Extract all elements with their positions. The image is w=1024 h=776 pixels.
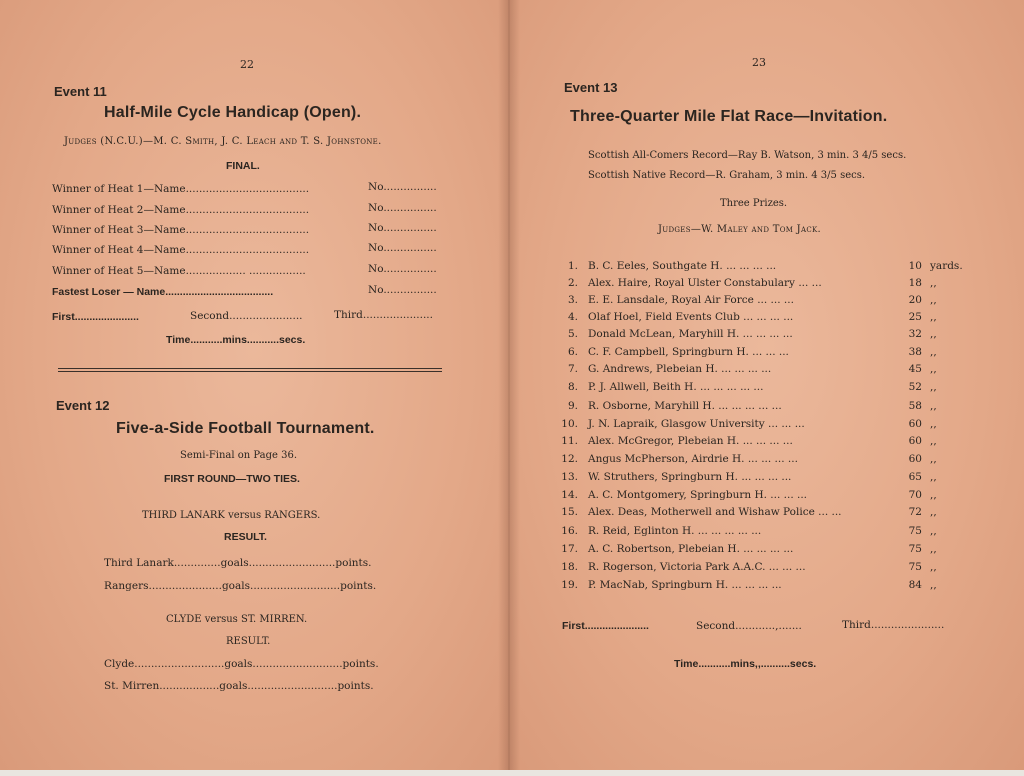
entry-name: Olaf Hoel, Field Events Club ... ... ... ...	[588, 311, 794, 323]
entry-number: 5.	[567, 328, 578, 340]
entry-yards: 72	[908, 506, 922, 518]
entry-yards: 25	[908, 311, 922, 323]
entry-name: Donald McLean, Maryhill H. ... ... ... ...	[588, 328, 793, 340]
entry-yards: 84	[908, 579, 922, 591]
section-divider	[58, 368, 442, 372]
event-label: Event 13	[564, 80, 618, 95]
heat-3-number-line: No................	[368, 222, 437, 234]
judges-line: Judges (N.C.U.)—M. C. Smith, J. C. Leach and T. S. Johnstone.	[64, 136, 382, 147]
heat-2-name-line: Winner of Heat 2—Name.....................................	[52, 204, 310, 216]
entry-yards: 10	[908, 260, 922, 272]
entry-name: P. J. Allwell, Beith H. ... ... ... ... ...	[588, 381, 764, 393]
entry-number: 9.	[567, 400, 578, 412]
time-line: Time...........mins...........secs.	[166, 334, 306, 346]
entry-name: A. C. Montgomery, Springburn H. ... ... ...	[588, 489, 808, 501]
semi-final-note: Semi-Final on Page 36.	[180, 450, 298, 461]
list-item	[560, 277, 960, 293]
entry-yards: 32	[908, 328, 922, 340]
second-place-line: Second............,.......	[696, 620, 802, 632]
entry-number: 17.	[561, 543, 578, 555]
entry-yards: 70	[908, 489, 922, 501]
all-comers-record: Scottish All-Comers Record—Ray B. Watson, 3 min. 3 4/5 secs.	[588, 150, 907, 161]
first-place-line: First......................	[562, 620, 649, 632]
time-line: Time...........mins,,..........secs.	[674, 658, 817, 670]
list-item	[560, 506, 960, 522]
entry-yards: 45	[908, 363, 922, 375]
entry-yards: 65	[908, 471, 922, 483]
entry-yards: 75	[908, 561, 922, 573]
final-heading: FINAL.	[226, 160, 260, 172]
heat-2-number-line: No................	[368, 202, 437, 214]
list-item	[560, 471, 960, 487]
entry-name: C. F. Campbell, Springburn H. ... ... ...	[588, 346, 789, 358]
entry-unit: ,,	[930, 294, 937, 306]
entry-unit: ,,	[930, 346, 937, 358]
entry-unit: ,,	[930, 579, 937, 591]
tie-2-result-heading: RESULT.	[226, 636, 271, 647]
heat-3-name-line: Winner of Heat 3—Name.....................................	[52, 224, 310, 236]
heat-5-name-line: Winner of Heat 5—Name.................. .................	[52, 265, 306, 277]
entry-unit: ,,	[930, 328, 937, 340]
entry-unit: ,,	[930, 400, 937, 412]
entry-name: A. C. Robertson, Plebeian H. ... ... ... ...	[588, 543, 794, 555]
entry-number: 7.	[567, 363, 578, 375]
entry-yards: 18	[908, 277, 922, 289]
first-round-heading: FIRST ROUND—TWO TIES.	[164, 473, 300, 485]
tie-1-heading: THIRD LANARK versus RANGERS.	[142, 510, 321, 521]
entry-unit: ,,	[930, 363, 937, 375]
first-place-line: First......................	[52, 311, 139, 323]
entry-number: 19.	[561, 579, 578, 591]
entry-name: G. Andrews, Plebeian H. ... ... ... ...	[588, 363, 772, 375]
entry-unit: ,,	[930, 506, 937, 518]
entry-number: 11.	[561, 435, 578, 447]
entry-unit: ,,	[930, 418, 937, 430]
entry-unit: ,,	[930, 489, 937, 501]
fastest-loser-number-line: No................	[368, 284, 437, 296]
entry-number: 13.	[561, 471, 578, 483]
list-item	[560, 346, 960, 362]
entry-unit: yards.	[930, 260, 963, 272]
entry-name: J. N. Lapraik, Glasgow University ... ... ...	[588, 418, 805, 430]
page-number: 22	[240, 58, 254, 71]
fastest-loser-name-line: Fastest Loser — Name.....................................	[52, 286, 274, 298]
third-place-line: Third......................	[842, 619, 945, 631]
event-title: Half-Mile Cycle Handicap (Open).	[104, 104, 362, 121]
list-item	[560, 435, 960, 451]
entry-yards: 58	[908, 400, 922, 412]
entry-unit: ,,	[930, 277, 937, 289]
entry-yards: 60	[908, 418, 922, 430]
heat-1-name-line: Winner of Heat 1—Name.....................................	[52, 183, 310, 195]
event-label: Event 11	[54, 84, 107, 99]
entry-unit: ,,	[930, 435, 937, 447]
entry-unit: ,,	[930, 453, 937, 465]
list-item	[560, 561, 960, 577]
heat-5-number-line: No................	[368, 263, 437, 275]
event-title: Five-a-Side Football Tournament.	[116, 420, 375, 437]
list-item	[560, 418, 960, 434]
entry-name: P. MacNab, Springburn H. ... ... ... ...	[588, 579, 782, 591]
entry-number: 12.	[561, 453, 578, 465]
entry-yards: 38	[908, 346, 922, 358]
entry-yards: 52	[908, 381, 922, 393]
entry-yards: 20	[908, 294, 922, 306]
entry-name: R. Rogerson, Victoria Park A.A.C. ... ... ...	[588, 561, 806, 573]
rangers-score-line: Rangers......................goals...........................points.	[104, 580, 377, 592]
entry-yards: 75	[908, 543, 922, 555]
list-item	[560, 363, 960, 379]
list-item	[560, 453, 960, 469]
entry-name: Alex. Haire, Royal Ulster Constabulary ... ...	[588, 277, 822, 289]
second-place-line: Second......................	[190, 310, 303, 322]
entry-number: 15.	[561, 506, 578, 518]
entry-name: R. Osborne, Maryhill H. ... ... ... ... ...	[588, 400, 782, 412]
book-gutter	[498, 0, 520, 770]
entry-number: 14.	[561, 489, 578, 501]
list-item	[560, 311, 960, 327]
page-number: 23	[752, 56, 766, 69]
list-item	[560, 400, 960, 416]
list-item	[560, 260, 963, 276]
entry-number: 8.	[567, 381, 578, 393]
list-item	[560, 328, 960, 344]
heat-4-name-line: Winner of Heat 4—Name.....................................	[52, 244, 310, 256]
list-item	[560, 525, 960, 541]
entry-name: B. C. Eeles, Southgate H. ... ... ... ...	[588, 260, 777, 272]
entry-name: R. Reid, Eglinton H. ... ... ... ... ...	[588, 525, 762, 537]
st-mirren-score-line: St. Mirren..................goals...........................points.	[104, 680, 374, 692]
entry-number: 2.	[567, 277, 578, 289]
prizes-note: Three Prizes.	[720, 198, 788, 209]
tie-1-result-heading: RESULT.	[224, 531, 267, 543]
entry-unit: ,,	[930, 471, 937, 483]
event-label: Event 12	[56, 398, 110, 413]
entry-name: Alex. McGregor, Plebeian H. ... ... ... ...	[588, 435, 793, 447]
entry-number: 18.	[561, 561, 578, 573]
entry-unit: ,,	[930, 561, 937, 573]
entry-name: W. Struthers, Springburn H. ... ... ... ...	[588, 471, 792, 483]
native-record: Scottish Native Record—R. Graham, 3 min. 4 3/5 secs.	[588, 170, 866, 181]
entry-yards: 60	[908, 453, 922, 465]
clyde-score-line: Clyde...........................goals...........................points.	[104, 658, 379, 670]
entry-unit: ,,	[930, 525, 937, 537]
entry-name: Angus McPherson, Airdrie H. ... ... ... ...	[588, 453, 798, 465]
third-lanark-score-line: Third Lanark..............goals..........................points.	[104, 557, 372, 569]
event-title: Three-Quarter Mile Flat Race—Invitation.	[570, 108, 888, 125]
entry-number: 16.	[561, 525, 578, 537]
entry-name: E. E. Lansdale, Royal Air Force ... ... ...	[588, 294, 794, 306]
heat-1-number-line: No................	[368, 181, 437, 193]
entry-number: 4.	[567, 311, 578, 323]
entry-number: 10.	[561, 418, 578, 430]
third-place-line: Third.....................	[334, 309, 433, 321]
entry-number: 1.	[567, 260, 578, 272]
list-item	[560, 543, 960, 559]
entry-yards: 60	[908, 435, 922, 447]
heat-4-number-line: No................	[368, 242, 437, 254]
list-item	[560, 294, 960, 310]
entry-unit: ,,	[930, 311, 937, 323]
entry-unit: ,,	[930, 381, 937, 393]
list-item	[560, 489, 960, 505]
entry-yards: 75	[908, 525, 922, 537]
left-page	[0, 0, 508, 770]
entry-number: 3.	[567, 294, 578, 306]
judges-line: Judges—W. Maley and Tom Jack.	[658, 224, 822, 235]
list-item	[560, 579, 960, 595]
list-item	[560, 381, 960, 397]
entry-number: 6.	[567, 346, 578, 358]
tie-2-heading: CLYDE versus ST. MIRREN.	[166, 614, 308, 625]
entry-unit: ,,	[930, 543, 937, 555]
entry-name: Alex. Deas, Motherwell and Wishaw Police ... ...	[588, 506, 842, 518]
